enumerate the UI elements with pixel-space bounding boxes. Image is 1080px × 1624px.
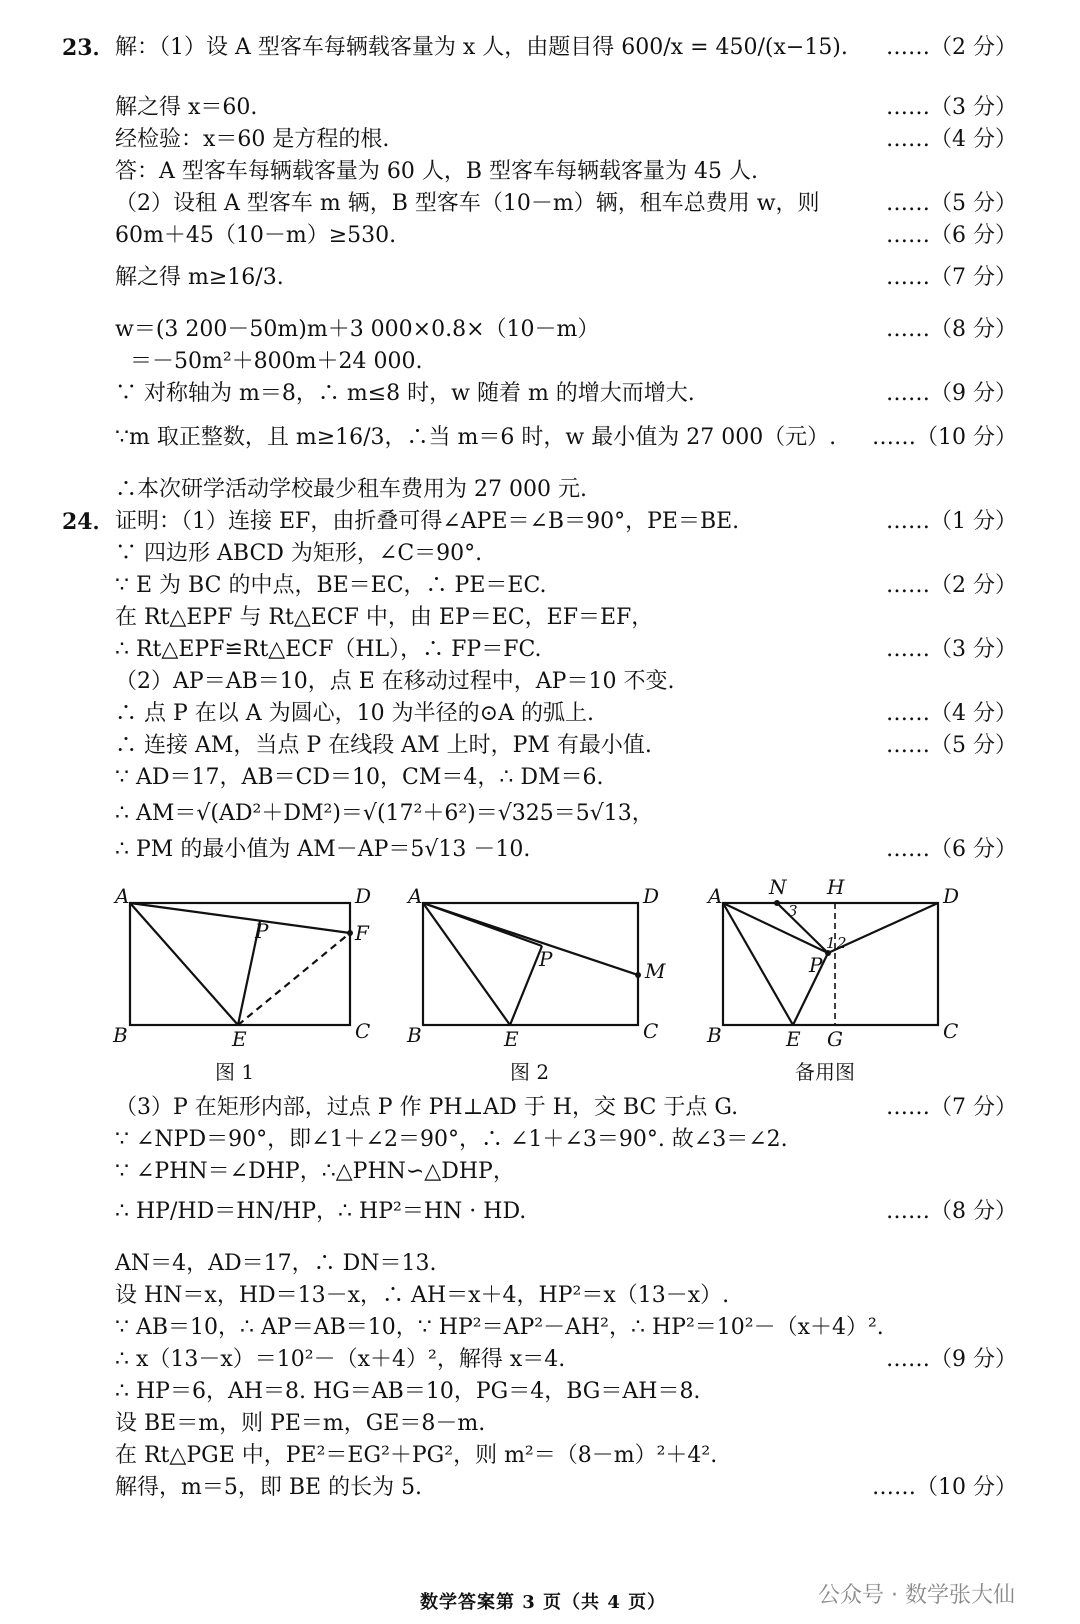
q24-line-16: AN＝4，AD＝17，∴ DN＝13. — [115, 1251, 437, 1276]
q24-line-4: 在 Rt△EPF 与 Rt△ECF 中，由 EP＝EC，EF＝EF， — [115, 605, 654, 630]
fig3-label-G: G — [827, 1027, 843, 1051]
q23-line-3: 经检验：x＝60 是方程的根. — [115, 127, 390, 152]
q24-line-19: ∴ x（13－x）＝10²－（x＋4）²，解得 x＝4. — [115, 1347, 566, 1372]
page-footer: 数学答案第 3 页（共 4 页） — [420, 1592, 667, 1613]
q23-score-4: ……（5 分） — [886, 191, 1017, 216]
q24-line-12: （3）P 在矩形内部，过点 P 作 PH⊥AD 于 H，交 BC 于点 G. — [115, 1095, 739, 1120]
q23-line-2: 解之得 x＝60. — [115, 95, 258, 120]
fig2-caption: 图 2 — [510, 1060, 550, 1084]
fig2-label-P: P — [539, 947, 553, 971]
q23-line-5: （2）设租 A 型客车 m 辆，B 型客车（10－m）辆，租车总费用 w，则 — [115, 191, 820, 216]
fig3-label-H: H — [827, 878, 845, 899]
q24-line-11: ∴ PM 的最小值为 AM－AP＝5√13 －10. — [115, 837, 531, 862]
q24-line-23: 解得，m＝5，即 BE 的长为 5. — [115, 1475, 423, 1500]
q23-line-4: 答：A 型客车每辆载客量为 60 人，B 型客车每辆载客量为 45 人. — [115, 159, 758, 184]
fig1-caption: 图 1 — [215, 1060, 255, 1084]
q23-score-7: ……（8 分） — [886, 317, 1017, 342]
q23-line-1: 解：（1）设 A 型客车每辆载客量为 x 人，由题目得 600/x = 450/(x−15). — [115, 35, 848, 60]
q24-score-2: ……（2 分） — [886, 573, 1017, 598]
q23-line-8: w＝(3 200－50m)m＋3 000×0.8×（10－m） — [115, 317, 600, 342]
q24-line-3: ∵ E 为 BC 的中点，BE＝EC，∴ PE＝EC. — [115, 573, 547, 598]
q24-line-6: （2）AP＝AB＝10，点 E 在移动过程中，AP＝10 不变. — [115, 669, 675, 694]
fig3-line-AP — [723, 903, 828, 953]
watermark: 公众号 · 数学张大仙 — [818, 1583, 1015, 1608]
q23-score-1: ……（2 分） — [886, 35, 1017, 60]
q24-line-14: ∵ ∠PHN＝∠DHP，∴△PHN∽△DHP， — [115, 1159, 515, 1184]
q24-score-8: ……（8 分） — [886, 1199, 1017, 1224]
fig3-label-B: B — [707, 1023, 722, 1047]
fig1-line-AE — [130, 903, 238, 1025]
question-23-number: 23． — [62, 35, 115, 61]
q24-line-22: 在 Rt△PGE 中，PE²＝EG²＋PG²，则 m²＝（8－m）²＋4². — [115, 1443, 718, 1468]
fig3-line-NP — [777, 903, 828, 953]
q23-score-5: ……（6 分） — [886, 223, 1017, 248]
q23-score-2: ……（3 分） — [886, 95, 1017, 120]
q23-line-12: ∴本次研学活动学校最少租车费用为 27 000 元. — [115, 477, 587, 502]
fig1-label-C: C — [355, 1019, 371, 1043]
q24-score-6: ……（6 分） — [886, 837, 1017, 862]
fig1-label-D: D — [355, 884, 372, 908]
fig3-point-N — [774, 900, 780, 906]
fig3-line-AE — [723, 903, 793, 1025]
fig2-line-AE — [423, 903, 510, 1025]
fig3-angle-2: 2 — [837, 934, 847, 952]
fig2-label-E: E — [504, 1027, 519, 1051]
q24-score-10: ……（10 分） — [872, 1475, 1017, 1500]
q24-line-21: 设 BE＝m，则 PE＝m，GE＝8－m. — [115, 1411, 486, 1436]
q24-line-18: ∵ AB＝10，∴ AP＝AB＝10，∵ HP²＝AP²－AH²，∴ HP²＝10²－（x＋4）². — [115, 1315, 884, 1340]
fig2-label-M: M — [645, 959, 666, 983]
fig1-label-A: A — [115, 884, 130, 908]
question-24-number: 24． — [62, 509, 115, 535]
fig2-line-AP — [423, 903, 542, 946]
q24-line-2: ∵ 四边形 ABCD 为矩形，∠C＝90°. — [115, 541, 483, 566]
fig1-label-F: F — [355, 921, 369, 945]
q24-line-5: ∴ Rt△EPF≌Rt△ECF（HL），∴ FP＝FC. — [115, 637, 542, 662]
q23-score-6: ……（7 分） — [886, 265, 1017, 290]
q24-line-13: ∵ ∠NPD＝90°，即∠1＋∠2＝90°，∴ ∠1＋∠3＝90°. 故∠3＝∠2. — [115, 1127, 788, 1152]
q23-score-8: ……（9 分） — [886, 381, 1017, 406]
q24-line-20: ∴ HP＝6，AH＝8. HG＝AB＝10，PG＝4，BG＝AH＝8. — [115, 1379, 701, 1404]
fig2-label-B: B — [407, 1023, 422, 1047]
fig2-label-A: A — [408, 884, 423, 908]
q24-line-10: ∴ AM＝√(AD²＋DM²)＝√(17²＋6²)＝√325＝5√13， — [115, 801, 654, 826]
fig1-rectangle — [130, 903, 350, 1025]
fig3-label-E: E — [786, 1027, 801, 1051]
fig2-line-EP — [510, 946, 542, 1025]
fig1-label-B: B — [113, 1023, 128, 1047]
q24-line-15: ∴ HP/HD＝HN/HP，∴ HP²＝HN · HD. — [115, 1199, 527, 1224]
q24-line-8: ∴ 连接 AM，当点 P 在线段 AM 上时，PM 有最小值. — [115, 733, 652, 758]
q23-score-9: ……（10 分） — [872, 425, 1017, 450]
q24-line-1: 证明：（1）连接 EF，由折叠可得∠APE＝∠B＝90°，PE＝BE. — [115, 509, 740, 534]
q24-score-5: ……（5 分） — [886, 733, 1017, 758]
q23-line-6: 60m＋45（10－m）≥530. — [115, 223, 397, 248]
fig3-label-N: N — [769, 878, 787, 899]
q24-score-7: ……（7 分） — [886, 1095, 1017, 1120]
fig2-point-M — [635, 972, 641, 978]
fig3-angle-1: 1 — [826, 934, 836, 952]
fig2-label-D: D — [643, 884, 660, 908]
q24-score-1: ……（1 分） — [886, 509, 1017, 534]
fig3-label-D: D — [943, 884, 960, 908]
q23-line-9: ＝－50m²＋800m＋24 000. — [130, 349, 423, 374]
fig1-line-AF — [130, 903, 350, 933]
fig3-angle-3: 3 — [788, 902, 798, 920]
fig2-label-C: C — [643, 1019, 659, 1043]
fig3-label-A: A — [708, 884, 723, 908]
q23-line-7: 解之得 m≥16/3. — [115, 265, 284, 290]
q23-line-11: ∵m 取正整数，且 m≥16/3，∴当 m＝6 时，w 最小值为 27 000（元）. — [115, 425, 837, 450]
fig1-point-F — [347, 930, 353, 936]
fig1-label-P: P — [255, 919, 269, 943]
q23-score-3: ……（4 分） — [886, 127, 1017, 152]
fig3-rectangle — [723, 903, 938, 1025]
q23-line-10: ∵ 对称轴为 m＝8，∴ m≤8 时，w 随着 m 的增大而增大. — [115, 381, 695, 406]
fig1-label-E: E — [232, 1027, 247, 1051]
q24-line-17: 设 HN＝x，HD＝13－x，∴ AH＝x＋4，HP²＝x（13－x）. — [115, 1283, 730, 1308]
figures-row — [105, 878, 985, 1093]
q24-score-3: ……（3 分） — [886, 637, 1017, 662]
q24-line-7: ∴ 点 P 在以 A 为圆心，10 为半径的⊙A 的弧上. — [115, 701, 594, 726]
fig3-label-C: C — [943, 1019, 959, 1043]
q24-score-4: ……（4 分） — [886, 701, 1017, 726]
fig3-label-P: P — [809, 953, 823, 977]
q24-line-9: ∵ AD＝17，AB＝CD＝10，CM＝4，∴ DM＝6. — [115, 765, 604, 790]
fig3-caption: 备用图 — [795, 1060, 855, 1084]
q24-score-9: ……（9 分） — [886, 1347, 1017, 1372]
